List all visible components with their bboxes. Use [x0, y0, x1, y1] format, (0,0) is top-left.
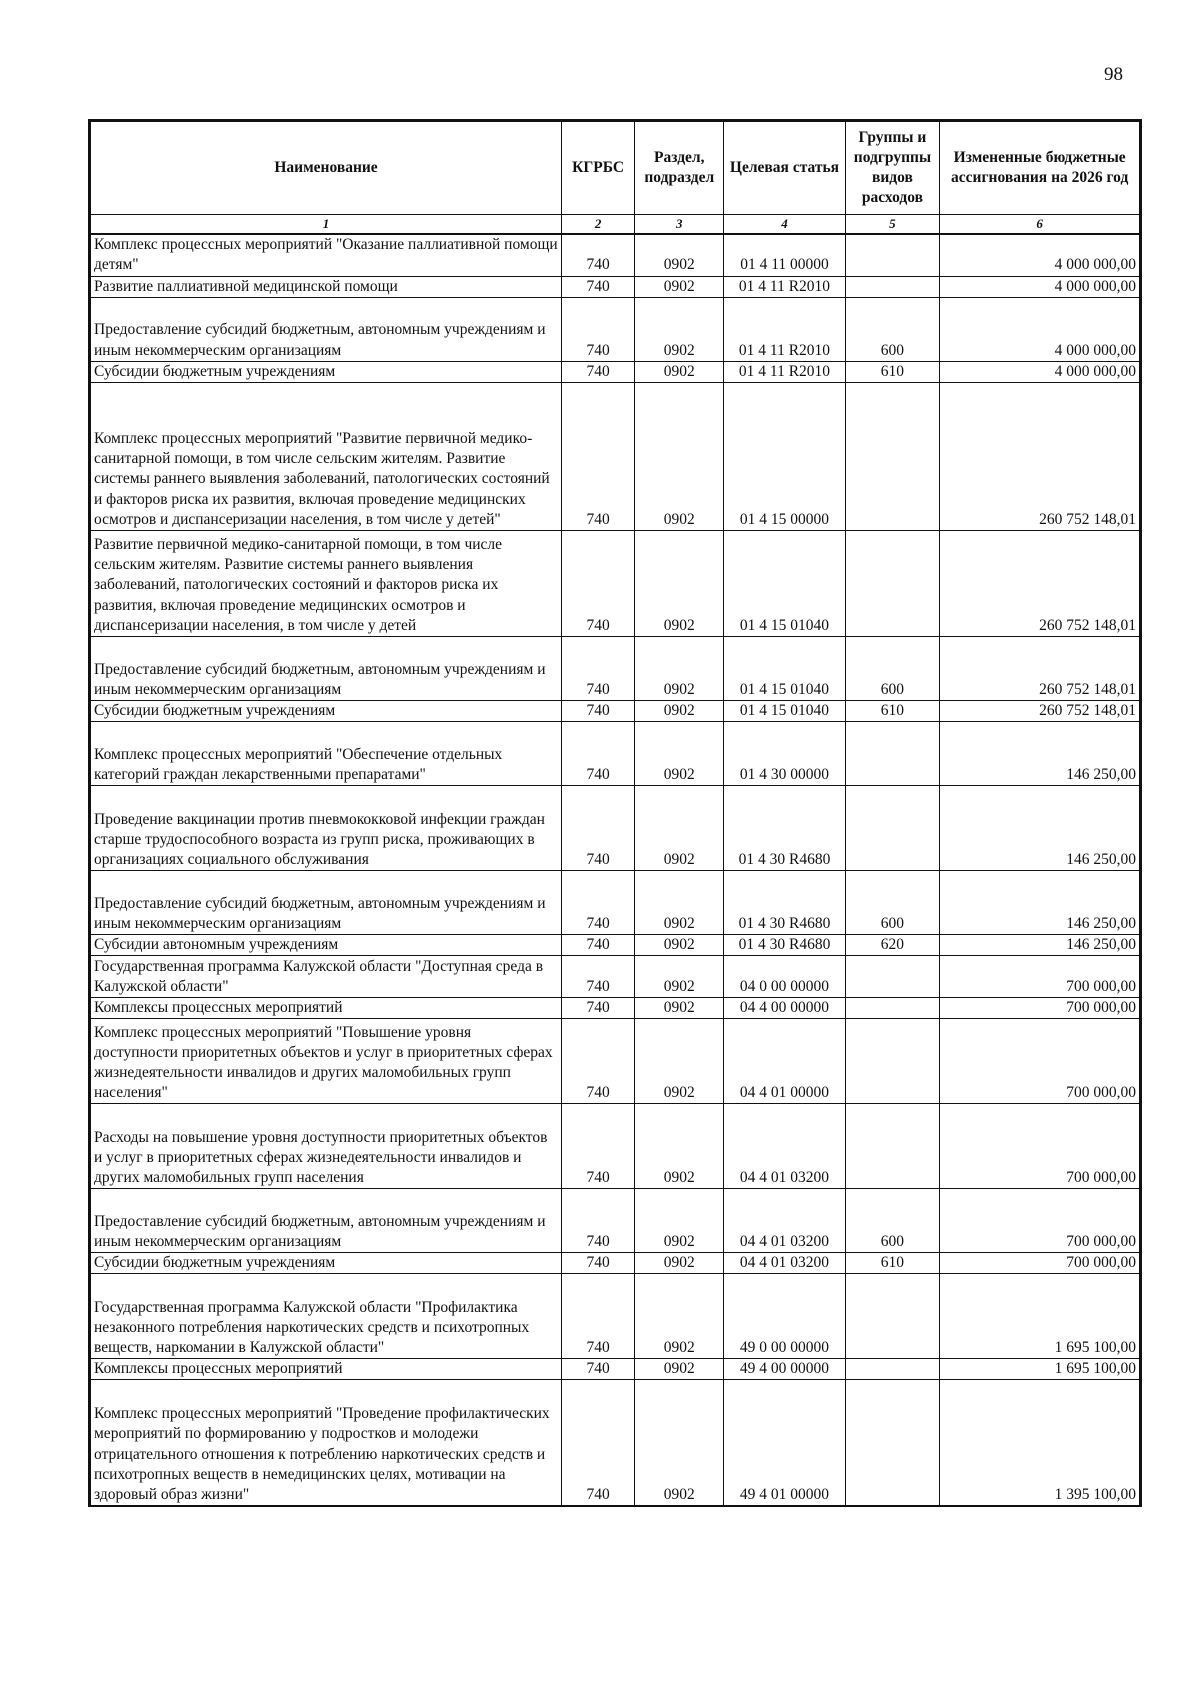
row-section: 0902 — [635, 530, 724, 636]
row-amount: 700 000,00 — [940, 956, 1141, 998]
row-article: 01 4 15 01040 — [724, 700, 845, 721]
row-name: Комплекс процессных мероприятий "Развитие первичной медико-санитарной помощи, в том числе сельским жителям. Развитие системы раннего выявления заболеваний, патологических состояний и факторов риска их развития, включая проведение медицинских осмотров и диспансеризации населения, в том числе у детей" — [90, 382, 562, 530]
row-kgrbs: 740 — [562, 700, 635, 721]
row-section: 0902 — [635, 361, 724, 382]
row-expense-group: 610 — [845, 1253, 940, 1274]
row-article: 49 4 00 00000 — [724, 1359, 845, 1380]
row-article: 04 4 01 03200 — [724, 1189, 845, 1253]
row-kgrbs: 740 — [562, 1380, 635, 1506]
row-amount: 146 250,00 — [940, 785, 1141, 870]
column-number: 1 — [90, 215, 562, 235]
row-name: Субсидии бюджетным учреждениям — [90, 700, 562, 721]
page-number: 98 — [1104, 64, 1123, 85]
row-name: Комплексы процессных мероприятий — [90, 1359, 562, 1380]
row-expense-group — [845, 382, 940, 530]
table-row — [90, 361, 1141, 382]
row-kgrbs: 740 — [562, 934, 635, 955]
row-expense-group — [845, 234, 940, 276]
row-article: 01 4 15 01040 — [724, 530, 845, 636]
row-section: 0902 — [635, 636, 724, 700]
table-row — [90, 297, 1141, 361]
row-kgrbs: 740 — [562, 361, 635, 382]
table-row — [90, 1104, 1141, 1189]
row-article: 01 4 11 00000 — [724, 234, 845, 276]
row-kgrbs: 740 — [562, 1189, 635, 1253]
row-section: 0902 — [635, 297, 724, 361]
table-row — [90, 721, 1141, 785]
row-expense-group: 610 — [845, 361, 940, 382]
row-amount: 260 752 148,01 — [940, 530, 1141, 636]
row-expense-group — [845, 1359, 940, 1380]
row-kgrbs: 740 — [562, 998, 635, 1019]
row-name: Субсидии бюджетным учреждениям — [90, 361, 562, 382]
column-number: 6 — [940, 215, 1141, 235]
column-number: 2 — [562, 215, 635, 235]
row-name: Предоставление субсидий бюджетным, автономным учреждениям и иным некоммерческим организациям — [90, 1189, 562, 1253]
row-expense-group — [845, 276, 940, 297]
table-row — [90, 1019, 1141, 1104]
table-row — [90, 998, 1141, 1019]
row-amount: 4 000 000,00 — [940, 234, 1141, 276]
row-name: Расходы на повышение уровня доступности приоритетных объектов и услуг в приоритетных сферах жизнедеятельности инвалидов и других маломобильных групп населения — [90, 1104, 562, 1189]
row-section: 0902 — [635, 276, 724, 297]
table-row — [90, 276, 1141, 297]
row-section: 0902 — [635, 382, 724, 530]
row-section: 0902 — [635, 934, 724, 955]
column-number: 4 — [724, 215, 845, 235]
budget-table — [88, 119, 1142, 1507]
table-row — [90, 785, 1141, 870]
row-amount: 700 000,00 — [940, 1189, 1141, 1253]
row-article: 49 4 01 00000 — [724, 1380, 845, 1506]
row-article: 01 4 30 R4680 — [724, 785, 845, 870]
table-row — [90, 234, 1141, 276]
row-expense-group — [845, 530, 940, 636]
row-amount: 4 000 000,00 — [940, 361, 1141, 382]
row-amount: 146 250,00 — [940, 721, 1141, 785]
row-section: 0902 — [635, 1019, 724, 1104]
row-kgrbs: 740 — [562, 1359, 635, 1380]
table-row — [90, 934, 1141, 955]
row-expense-group — [845, 1019, 940, 1104]
row-amount: 700 000,00 — [940, 1019, 1141, 1104]
row-kgrbs: 740 — [562, 1253, 635, 1274]
row-name: Комплексы процессных мероприятий — [90, 998, 562, 1019]
table-row — [90, 1189, 1141, 1253]
row-article: 01 4 15 01040 — [724, 636, 845, 700]
row-section: 0902 — [635, 998, 724, 1019]
row-article: 01 4 11 R2010 — [724, 297, 845, 361]
row-expense-group: 620 — [845, 934, 940, 955]
row-name: Предоставление субсидий бюджетным, автономным учреждениям и иным некоммерческим организациям — [90, 870, 562, 934]
table-row — [90, 870, 1141, 934]
row-section: 0902 — [635, 1380, 724, 1506]
column-number: 5 — [845, 215, 940, 235]
table-row — [90, 636, 1141, 700]
row-amount: 146 250,00 — [940, 934, 1141, 955]
row-amount: 260 752 148,01 — [940, 382, 1141, 530]
row-amount: 700 000,00 — [940, 1253, 1141, 1274]
header-article: Целевая статья — [724, 121, 845, 215]
row-name: Комплекс процессных мероприятий "Оказание паллиативной помощи детям" — [90, 234, 562, 276]
row-name: Субсидии автономным учреждениям — [90, 934, 562, 955]
row-section: 0902 — [635, 234, 724, 276]
row-kgrbs: 740 — [562, 956, 635, 998]
row-expense-group: 600 — [845, 636, 940, 700]
row-kgrbs: 740 — [562, 530, 635, 636]
header-expense-group: Группы и подгруппы видов расходов — [845, 121, 940, 215]
row-expense-group — [845, 1380, 940, 1506]
table-row — [90, 1274, 1141, 1359]
row-section: 0902 — [635, 956, 724, 998]
row-section: 0902 — [635, 1359, 724, 1380]
row-section: 0902 — [635, 721, 724, 785]
row-section: 0902 — [635, 1104, 724, 1189]
row-expense-group: 600 — [845, 870, 940, 934]
row-article: 04 4 01 03200 — [724, 1253, 845, 1274]
row-expense-group: 600 — [845, 1189, 940, 1253]
header-amount: Измененные бюджетные ассигнования на 2026 год — [940, 121, 1141, 215]
row-amount: 4 000 000,00 — [940, 276, 1141, 297]
row-expense-group — [845, 1104, 940, 1189]
row-amount: 1 695 100,00 — [940, 1359, 1141, 1380]
row-article: 01 4 30 R4680 — [724, 934, 845, 955]
row-article: 04 0 00 00000 — [724, 956, 845, 998]
row-name: Государственная программа Калужской области "Доступная среда в Калужской области" — [90, 956, 562, 998]
table-row — [90, 1359, 1141, 1380]
row-article: 04 4 01 03200 — [724, 1104, 845, 1189]
row-kgrbs: 740 — [562, 234, 635, 276]
table-row — [90, 530, 1141, 636]
row-article: 01 4 30 R4680 — [724, 870, 845, 934]
row-section: 0902 — [635, 700, 724, 721]
row-kgrbs: 740 — [562, 721, 635, 785]
row-name: Предоставление субсидий бюджетным, автономным учреждениям и иным некоммерческим организациям — [90, 297, 562, 361]
row-name: Государственная программа Калужской области "Профилактика незаконного потребления наркотических средств и психотропных веществ, наркомании в Калужской области" — [90, 1274, 562, 1359]
row-name: Комплекс процессных мероприятий "Повышение уровня доступности приоритетных объектов и услуг в приоритетных сферах жизнедеятельности инвалидов и других маломобильных групп населения" — [90, 1019, 562, 1104]
row-article: 04 4 00 00000 — [724, 998, 845, 1019]
row-amount: 1 395 100,00 — [940, 1380, 1141, 1506]
row-amount: 260 752 148,01 — [940, 700, 1141, 721]
row-expense-group: 610 — [845, 700, 940, 721]
row-article: 49 0 00 00000 — [724, 1274, 845, 1359]
row-kgrbs: 740 — [562, 636, 635, 700]
row-amount: 4 000 000,00 — [940, 297, 1141, 361]
row-kgrbs: 740 — [562, 870, 635, 934]
row-amount: 260 752 148,01 — [940, 636, 1141, 700]
table-row — [90, 382, 1141, 530]
row-kgrbs: 740 — [562, 297, 635, 361]
row-name: Проведение вакцинации против пневмококковой инфекции граждан старше трудоспособного возраста из групп риска, проживающих в организациях социального обслуживания — [90, 785, 562, 870]
table-row — [90, 1253, 1141, 1274]
row-name: Предоставление субсидий бюджетным, автономным учреждениям и иным некоммерческим организациям — [90, 636, 562, 700]
header-kgrbs: КГРБС — [562, 121, 635, 215]
column-number: 3 — [635, 215, 724, 235]
row-article: 01 4 11 R2010 — [724, 361, 845, 382]
row-section: 0902 — [635, 1189, 724, 1253]
row-expense-group — [845, 785, 940, 870]
row-article: 01 4 15 00000 — [724, 382, 845, 530]
row-article: 01 4 30 00000 — [724, 721, 845, 785]
row-section: 0902 — [635, 870, 724, 934]
row-expense-group: 600 — [845, 297, 940, 361]
row-name: Развитие первичной медико-санитарной помощи, в том числе сельским жителям. Развитие системы раннего выявления заболеваний, патологических состояний и факторов риска их развития, включая проведение медицинских осмотров и диспансеризации населения, в том числе у детей — [90, 530, 562, 636]
row-article: 01 4 11 R2010 — [724, 276, 845, 297]
table-row — [90, 700, 1141, 721]
row-section: 0902 — [635, 1253, 724, 1274]
row-amount: 700 000,00 — [940, 998, 1141, 1019]
row-kgrbs: 740 — [562, 1019, 635, 1104]
row-name: Комплекс процессных мероприятий "Проведение профилактических мероприятий по формированию у подростков и молодежи отрицательного отношения к потреблению наркотических средств и психотропных веществ в немедицинских целях, мотивации на здоровый образ жизни" — [90, 1380, 562, 1506]
row-kgrbs: 740 — [562, 1274, 635, 1359]
row-amount: 146 250,00 — [940, 870, 1141, 934]
row-kgrbs: 740 — [562, 276, 635, 297]
row-amount: 700 000,00 — [940, 1104, 1141, 1189]
row-name: Субсидии бюджетным учреждениям — [90, 1253, 562, 1274]
row-name: Комплекс процессных мероприятий "Обеспечение отдельных категорий граждан лекарственными препаратами" — [90, 721, 562, 785]
row-expense-group — [845, 1274, 940, 1359]
row-expense-group — [845, 956, 940, 998]
row-article: 04 4 01 00000 — [724, 1019, 845, 1104]
row-expense-group — [845, 721, 940, 785]
row-amount: 1 695 100,00 — [940, 1274, 1141, 1359]
header-section: Раздел, подраздел — [635, 121, 724, 215]
row-kgrbs: 740 — [562, 1104, 635, 1189]
row-kgrbs: 740 — [562, 785, 635, 870]
row-section: 0902 — [635, 785, 724, 870]
header-name: Наименование — [90, 121, 562, 215]
row-kgrbs: 740 — [562, 382, 635, 530]
row-section: 0902 — [635, 1274, 724, 1359]
table-row — [90, 956, 1141, 998]
row-expense-group — [845, 998, 940, 1019]
row-name: Развитие паллиативной медицинской помощи — [90, 276, 562, 297]
table-row — [90, 1380, 1141, 1506]
